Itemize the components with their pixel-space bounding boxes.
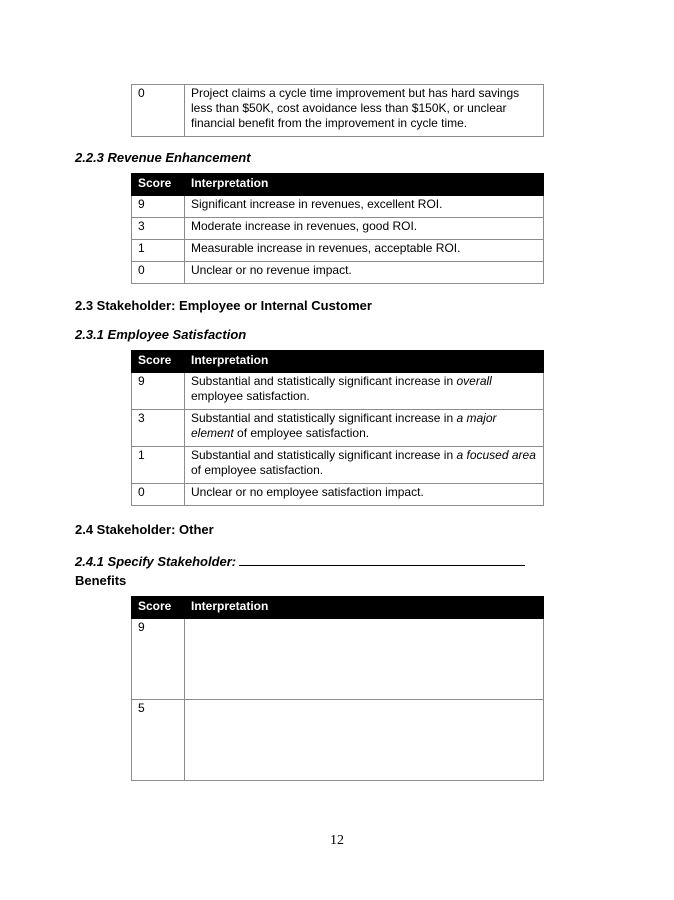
table-row xyxy=(132,85,544,137)
interpretation-cell xyxy=(185,410,544,447)
score-cell: 0 xyxy=(132,85,185,137)
interpretation-emphasis: a focused area xyxy=(456,448,536,462)
section-heading-stakeholder-other: 2.4 Stakeholder: Other xyxy=(75,522,214,537)
interpretation-cell: Unclear or no revenue impact. xyxy=(185,262,544,284)
column-header-interpretation: Interpretation xyxy=(185,351,544,373)
interpretation-emphasis: overall xyxy=(456,374,492,388)
interpretation-cell xyxy=(185,700,544,781)
benefits-heading: Benefits xyxy=(75,573,127,588)
score-cell: 3 xyxy=(132,410,185,447)
employee-satisfaction-score-table xyxy=(131,350,544,506)
table-row xyxy=(132,700,544,781)
score-cell: 0 xyxy=(132,262,185,284)
table-row xyxy=(132,240,544,262)
interpretation-emphasis: a major element xyxy=(191,411,497,440)
interpretation-cell: Significant increase in revenues, excellent ROI. xyxy=(185,196,544,218)
revenue-score-table xyxy=(131,173,544,284)
score-cell: 0 xyxy=(132,484,185,506)
score-cell: 9 xyxy=(132,196,185,218)
column-header-score: Score xyxy=(132,351,185,373)
interpretation-cell: Measurable increase in revenues, acceptable ROI. xyxy=(185,240,544,262)
score-cell: 1 xyxy=(132,447,185,484)
page-number: 12 xyxy=(330,833,344,848)
interpretation-text: Substantial and statistically significant increase in xyxy=(191,411,457,425)
score-cell: 5 xyxy=(132,700,185,781)
table-header-row xyxy=(132,174,544,196)
score-cell: 9 xyxy=(132,619,185,700)
section-heading-revenue-enhancement: 2.2.3 Revenue Enhancement xyxy=(75,150,251,165)
column-header-interpretation: Interpretation xyxy=(185,174,544,196)
interpretation-text: of employee satisfaction. xyxy=(191,463,324,477)
continued-score-table xyxy=(131,84,544,137)
specify-stakeholder-line xyxy=(75,551,525,569)
table-row xyxy=(132,218,544,240)
section-heading-stakeholder-employee: 2.3 Stakeholder: Employee or Internal Customer xyxy=(75,298,372,313)
score-cell: 3 xyxy=(132,218,185,240)
benefits-score-table xyxy=(131,596,544,781)
specify-stakeholder-blank xyxy=(239,551,525,566)
table-row xyxy=(132,373,544,410)
table-row xyxy=(132,410,544,447)
interpretation-text: of employee satisfaction. xyxy=(233,426,370,440)
table-header-row xyxy=(132,597,544,619)
section-heading-employee-satisfaction: 2.3.1 Employee Satisfaction xyxy=(75,327,247,342)
table-header-row xyxy=(132,351,544,373)
interpretation-cell xyxy=(185,373,544,410)
interpretation-text: employee satisfaction. xyxy=(191,389,310,403)
interpretation-cell xyxy=(185,447,544,484)
interpretation-cell: Moderate increase in revenues, good ROI. xyxy=(185,218,544,240)
interpretation-text: Substantial and statistically significant increase in xyxy=(191,374,457,388)
interpretation-cell: Unclear or no employee satisfaction impact. xyxy=(185,484,544,506)
table-row xyxy=(132,484,544,506)
specify-stakeholder-label: 2.4.1 Specify Stakeholder: xyxy=(75,554,237,569)
table-row xyxy=(132,196,544,218)
score-cell: 1 xyxy=(132,240,185,262)
column-header-score: Score xyxy=(132,597,185,619)
table-row xyxy=(132,619,544,700)
column-header-score: Score xyxy=(132,174,185,196)
table-row xyxy=(132,447,544,484)
interpretation-cell xyxy=(185,619,544,700)
interpretation-cell: Project claims a cycle time improvement but has hard savings less than $50K, cost avoidance less than $150K, or unclear financial benefit from the improvement in cycle time. xyxy=(185,85,544,137)
interpretation-text: Substantial and statistically significant increase in xyxy=(191,448,457,462)
column-header-interpretation: Interpretation xyxy=(185,597,544,619)
table-row xyxy=(132,262,544,284)
score-cell: 9 xyxy=(132,373,185,410)
